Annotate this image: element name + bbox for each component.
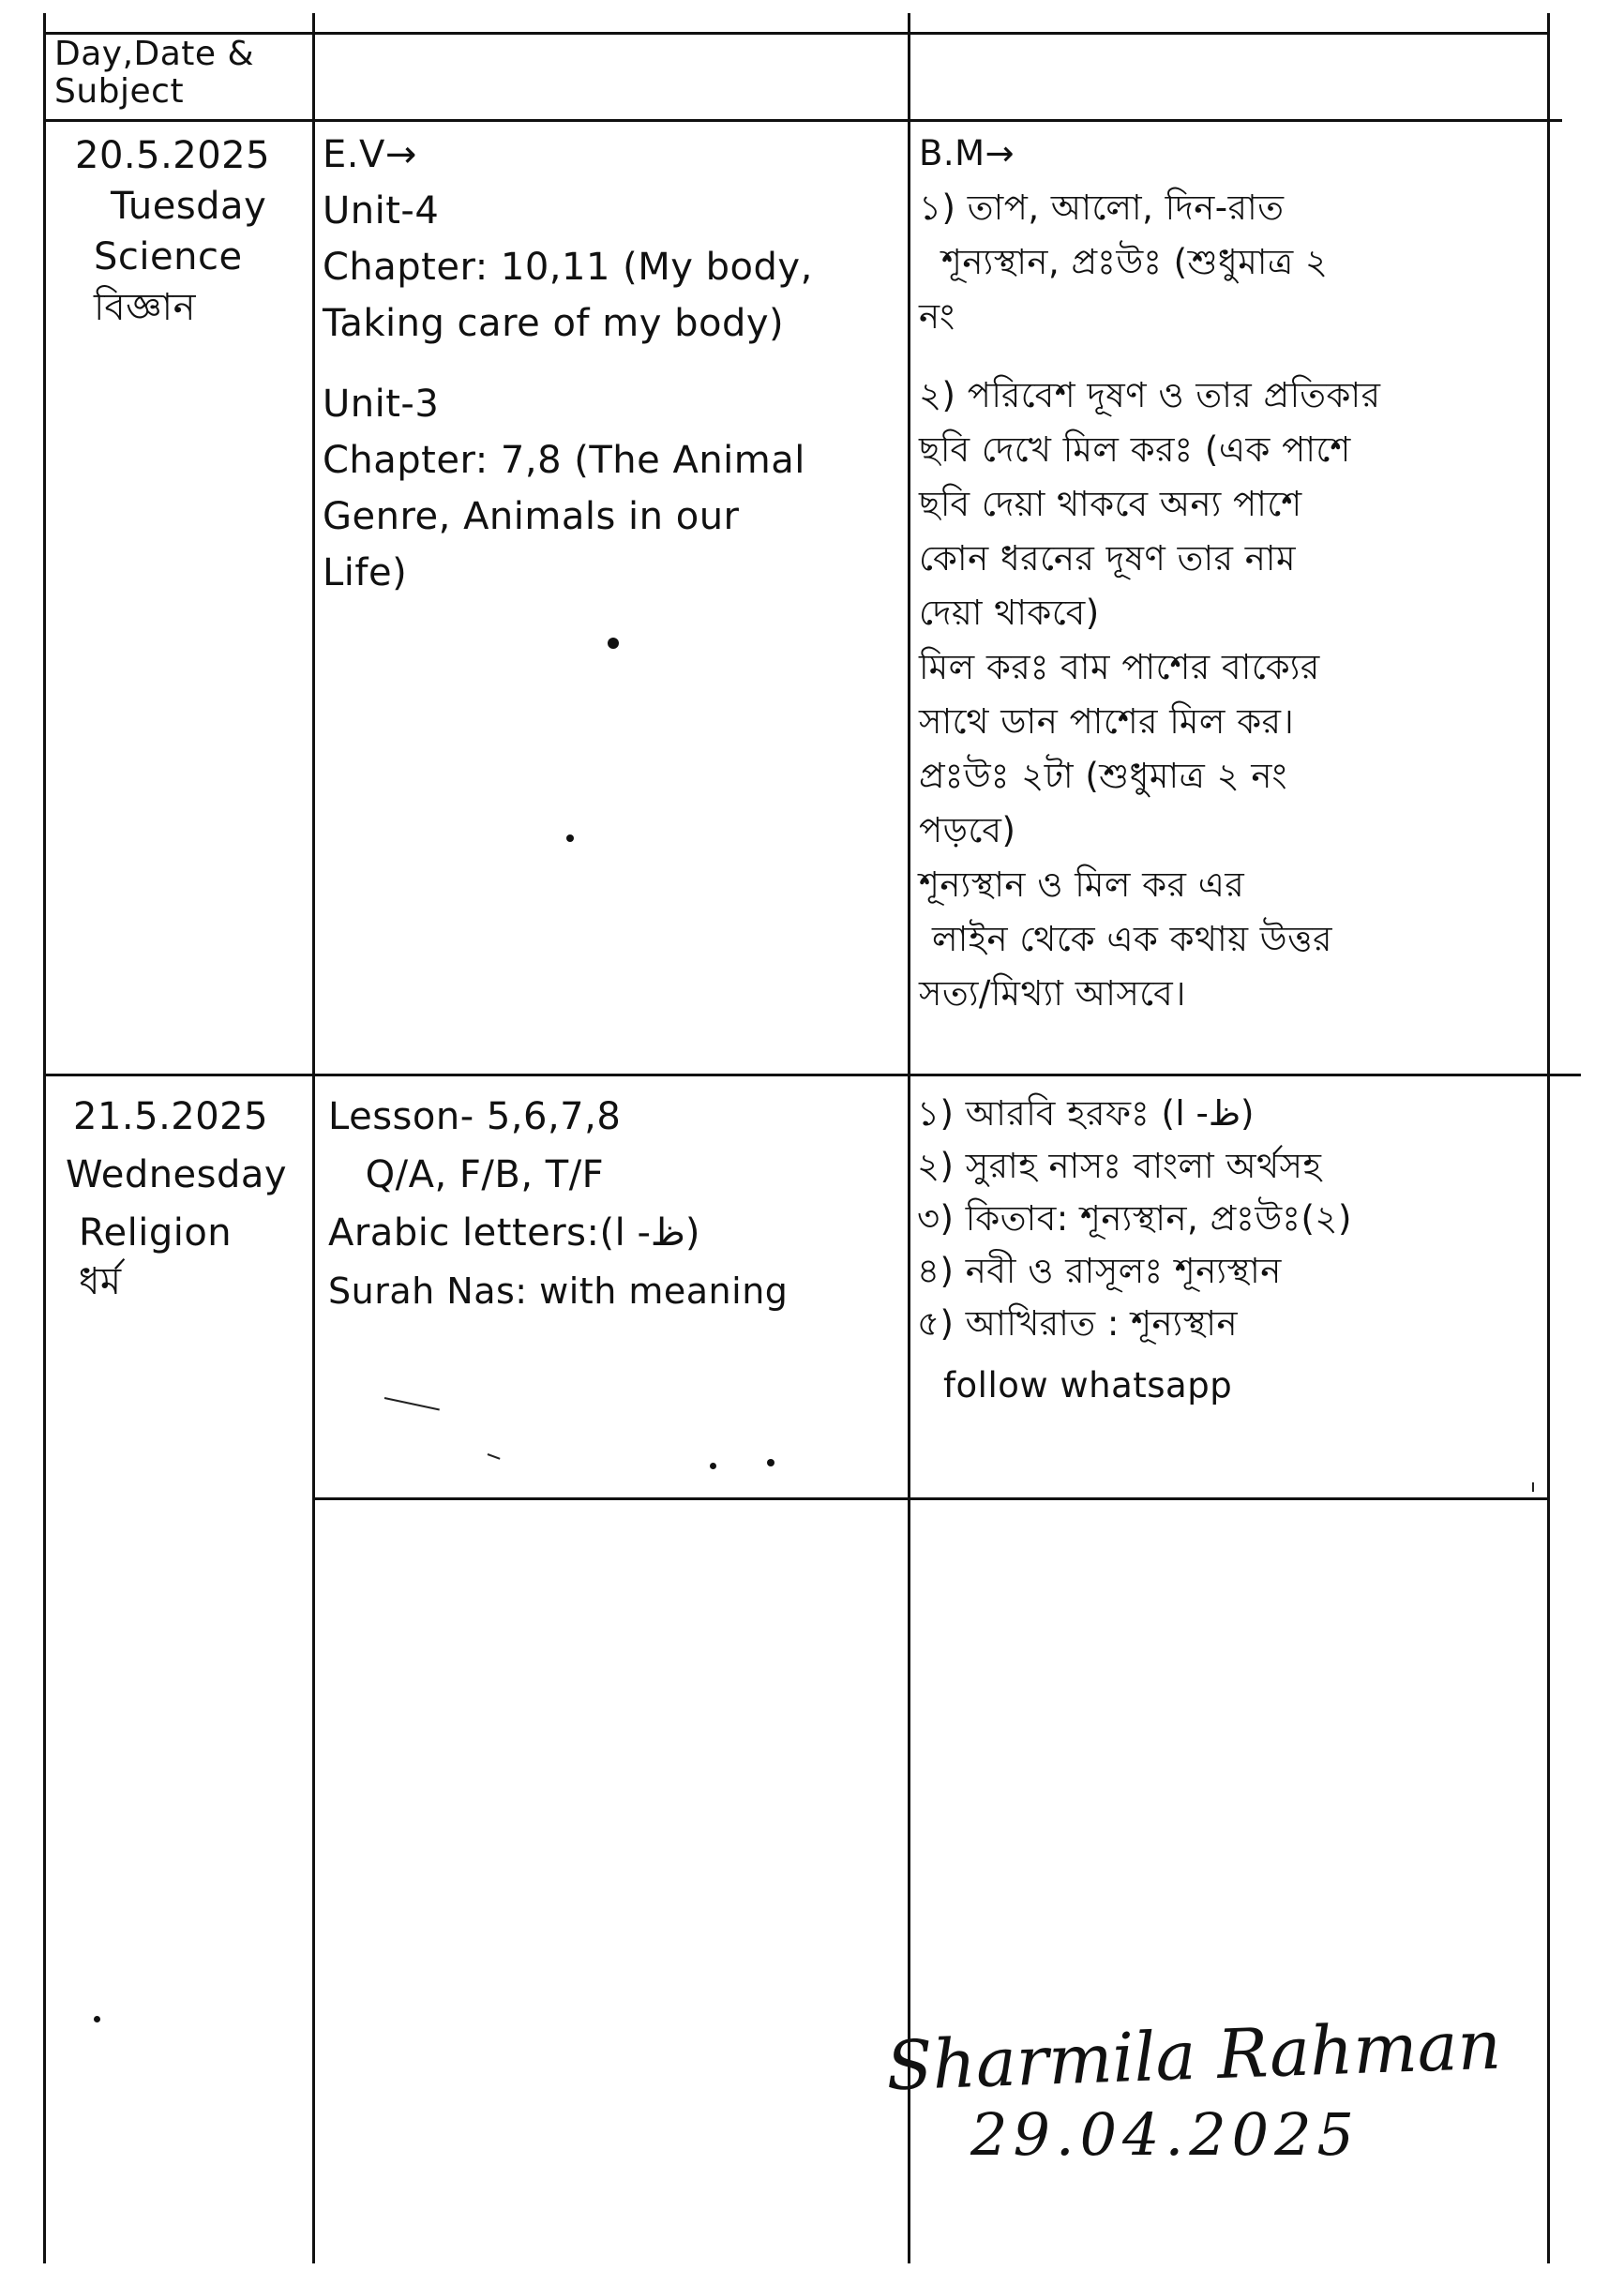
row2-bangla-medium xyxy=(917,1088,1352,1412)
header-label: Day,Date & Subject xyxy=(54,35,255,111)
bm-line: ৩) কিতাব: শূন্যস্থান, প্রঃউঃ(২) xyxy=(917,1198,1352,1239)
pen-stroke xyxy=(488,1453,501,1460)
ev-line: Arabic letters:(ظ- ا) xyxy=(328,1211,700,1255)
row-divider xyxy=(43,1074,1581,1076)
ev-line: Chapter: 7,8 (The Animal xyxy=(323,439,805,482)
row1-date: 20.5.2025 xyxy=(75,134,271,177)
ev-gap xyxy=(323,352,813,376)
row1-english-version xyxy=(323,127,813,601)
bm-line: ১) তাপ, আলো, দিন-রাত xyxy=(919,188,1285,228)
signature-name: Sharmila Rahman xyxy=(884,2005,1503,2106)
bm-line: ১) আরবি হরফঃ (ظ- ا) xyxy=(917,1093,1255,1134)
ev-line: Lesson- 5,6,7,8 xyxy=(328,1095,622,1138)
bm-line: ৪) নবী ও রাসূলঃ শূন্যস্থান xyxy=(917,1251,1282,1291)
pen-dot xyxy=(710,1463,716,1469)
ev-line: E.V→ xyxy=(323,133,417,176)
top-border xyxy=(43,32,1549,35)
bm-line: দেয়া থাকবে) xyxy=(919,593,1100,633)
row2-subject: Religion xyxy=(79,1211,233,1255)
pen-dot xyxy=(767,1459,774,1466)
pen-dot xyxy=(566,834,574,842)
row2-subject-bn: ধর্ম xyxy=(79,1260,122,1303)
pen-stroke xyxy=(1532,1482,1534,1492)
bm-line: পড়বে) xyxy=(919,810,1016,850)
bm-line: শূন্যস্থান, প্রঃউঃ (শুধুমাত্র ২ xyxy=(941,242,1329,282)
row2-english-version xyxy=(328,1088,788,1320)
bm-gap xyxy=(919,344,1380,368)
right-border xyxy=(1547,13,1550,2263)
ev-line: Unit-4 xyxy=(323,189,440,233)
header-day-date-subject xyxy=(54,36,308,111)
pen-dot xyxy=(608,638,619,649)
row1-subject: Science xyxy=(94,235,243,278)
ev-line: Surah Nas: with meaning xyxy=(328,1270,789,1312)
ev-line: Q/A, F/B, T/F xyxy=(328,1153,605,1196)
row2-day: Wednesday xyxy=(66,1153,288,1196)
ev-line: Genre, Animals in our xyxy=(323,495,740,538)
bm-line: সাথে ডান পাশের মিল কর। xyxy=(919,701,1295,742)
ev-line: Taking care of my body) xyxy=(323,302,785,345)
bm-line: কোন ধরনের দূষণ তার নাম xyxy=(919,538,1297,579)
ev-line: Life) xyxy=(323,551,408,594)
row1-subject-bn: বিজ্ঞান xyxy=(94,286,196,329)
column-divider-1 xyxy=(312,13,315,2263)
row2-day-cell xyxy=(66,1088,287,1311)
table-bottom-divider xyxy=(312,1497,1550,1500)
bm-line: ছবি দেয়া থাকবে অন্য পাশে xyxy=(919,484,1302,524)
row1-bangla-medium xyxy=(919,127,1380,1021)
bm-line: সত্য/মিথ্যা আসবে। xyxy=(919,973,1187,1014)
bm-line: follow whatsapp xyxy=(943,1365,1233,1406)
ev-line: Unit-3 xyxy=(323,383,440,426)
bm-line: শূন্যস্থান ও মিল কর এর xyxy=(919,864,1245,905)
column-divider-2 xyxy=(908,13,910,2263)
signature-date: 29.04.2025 xyxy=(970,2100,1360,2169)
row2-date: 21.5.2025 xyxy=(73,1095,269,1138)
row1-day-cell xyxy=(75,127,270,337)
bm-line: ছবি দেখে মিল করঃ (এক পাশে xyxy=(919,429,1351,470)
bm-line: লাইন থেকে এক কথায় উত্তর xyxy=(932,919,1332,959)
bm-line: প্রঃউঃ ২টা (শুধুমাত্র ২ নং xyxy=(919,756,1287,796)
bm-line: ২) পরিবেশ দূষণ ও তার প্রতিকার xyxy=(919,375,1381,415)
left-border xyxy=(43,13,46,2263)
pen-stroke xyxy=(384,1397,440,1410)
bm-line: নং xyxy=(919,296,955,337)
pen-dot xyxy=(94,2016,100,2022)
bm-line: ৫) আখিরাত : শূন্যস্থান xyxy=(917,1303,1239,1344)
bm-line: B.M→ xyxy=(919,133,1015,173)
ev-line: Chapter: 10,11 (My body, xyxy=(323,246,813,289)
header-divider xyxy=(43,119,1562,122)
bm-line: মিল করঃ বাম পাশের বাক্যের xyxy=(919,647,1320,687)
row1-day: Tuesday xyxy=(111,185,267,228)
bm-line: ২) সুরাহ নাসঃ বাংলা অর্থসহ xyxy=(917,1146,1322,1186)
